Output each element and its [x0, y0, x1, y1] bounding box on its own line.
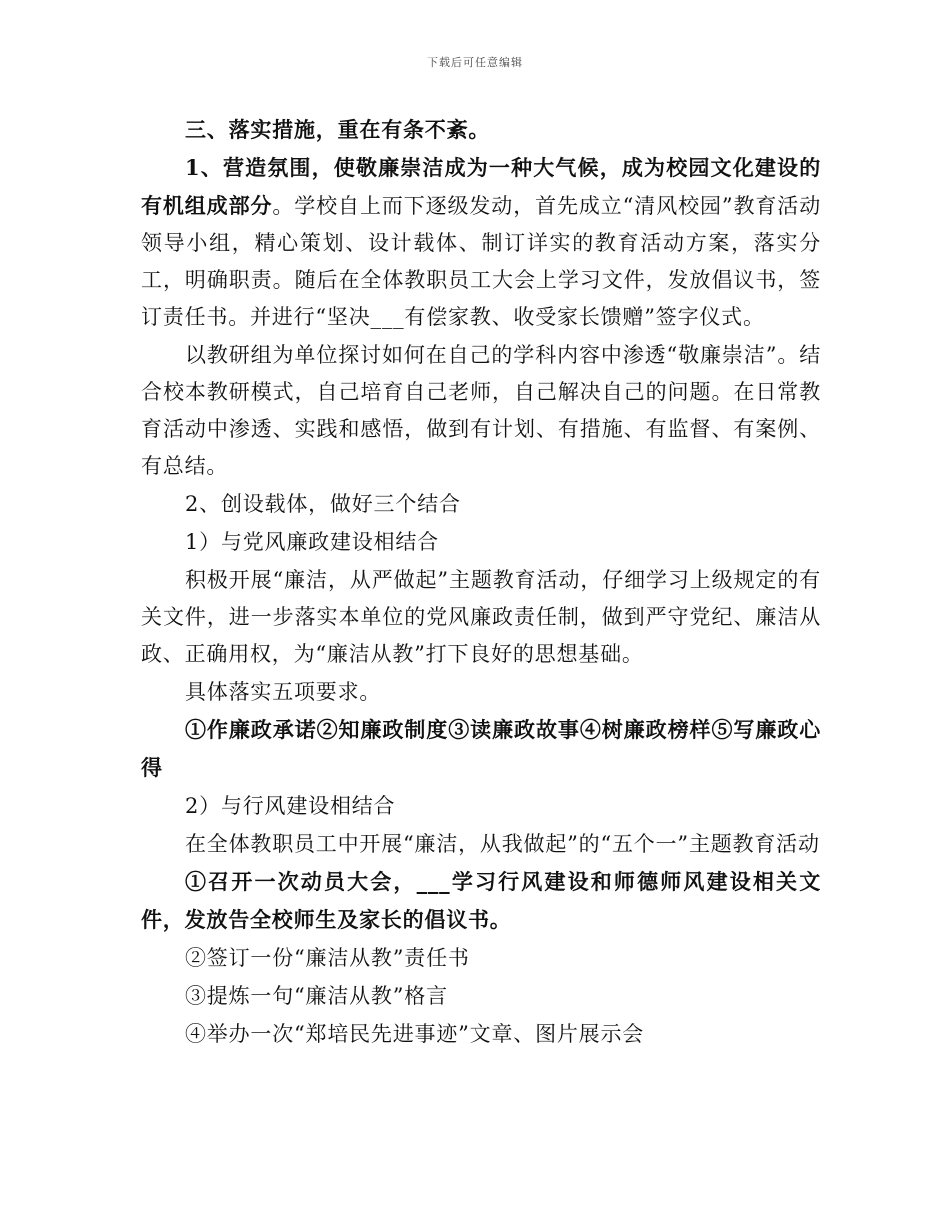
paragraph — [141, 825, 821, 863]
body-text: 积极开展“廉洁，从严做起”主题教育活动，仔细学习上级规定的有关文件，进一步落实本单位的党风廉政责任制，做到严守党纪、廉洁从政、正确用权，为“廉洁从教”打下良好的思想基础。 — [141, 568, 821, 666]
subheading — [141, 523, 821, 561]
bold-text: 三、落实措施，重在有条不紊。 — [185, 117, 491, 142]
body-text: 具体落实五项要求。 — [185, 680, 382, 704]
paragraph — [141, 336, 821, 485]
list-item — [141, 863, 821, 939]
paragraph — [141, 561, 821, 673]
body-text: ②签订一份“廉洁从教”责任书 — [185, 946, 470, 970]
body-text: 2、创设载体，做好三个结合 — [185, 492, 461, 516]
header-note: 下载后可任意编辑 — [427, 56, 523, 69]
paragraph — [141, 149, 821, 336]
body-text: 。学校自上而下逐级发动，首先成立“清风校园”教育活动领导小组，精心策划、设计载体、制订详实的教育活动方案，落实分工，明确职责。随后在全体教职员工大会上学习文件，发放倡议书，签订责任书。并进行“坚决___有偿家教、收受家长馈赠”签字仪式。 — [141, 194, 821, 329]
body-text: 在全体教职员工中开展“廉洁，从我做起”的“五个一”主题教育活动 — [185, 832, 820, 856]
subheading — [141, 787, 821, 825]
bold-text: ①作廉政承诺②知廉政制度③读廉政故事④树廉政榜样⑤写廉政心得 — [141, 717, 821, 780]
paragraph — [141, 673, 821, 711]
section-heading — [141, 111, 821, 149]
list-item — [141, 939, 821, 977]
subheading — [141, 485, 821, 523]
list-item — [141, 977, 821, 1015]
body-text: 以教研组为单位探讨如何在自己的学科内容中渗透“敬廉崇洁”。结合校本教研模式，自己培育自己老师，自己解决自己的问题。在日常教育活动中渗透、实践和感悟，做到有计划、有措施、有监督、有案例、有总结。 — [141, 343, 821, 478]
bold-text: ①召开一次动员大会，___学习行风建设和师德师风建设相关文件，发放告全校师生及家长的倡议书。 — [141, 869, 821, 932]
list-item — [141, 1015, 821, 1053]
document-body — [141, 111, 821, 1053]
requirements-list — [141, 711, 821, 787]
body-text: ③提炼一句“廉洁从教”格言 — [185, 984, 448, 1008]
body-text: ④举办一次“郑培民先进事迹”文章、图片展示会 — [185, 1022, 645, 1046]
bold-text: 1、营造氛围，使敬廉崇洁成为一种大气候，成为校园文化建设的有机组成部分 — [141, 155, 821, 218]
body-text: 2）与行风建设相结合 — [185, 794, 396, 818]
body-text: 1）与党风廉政建设相结合 — [185, 530, 439, 554]
